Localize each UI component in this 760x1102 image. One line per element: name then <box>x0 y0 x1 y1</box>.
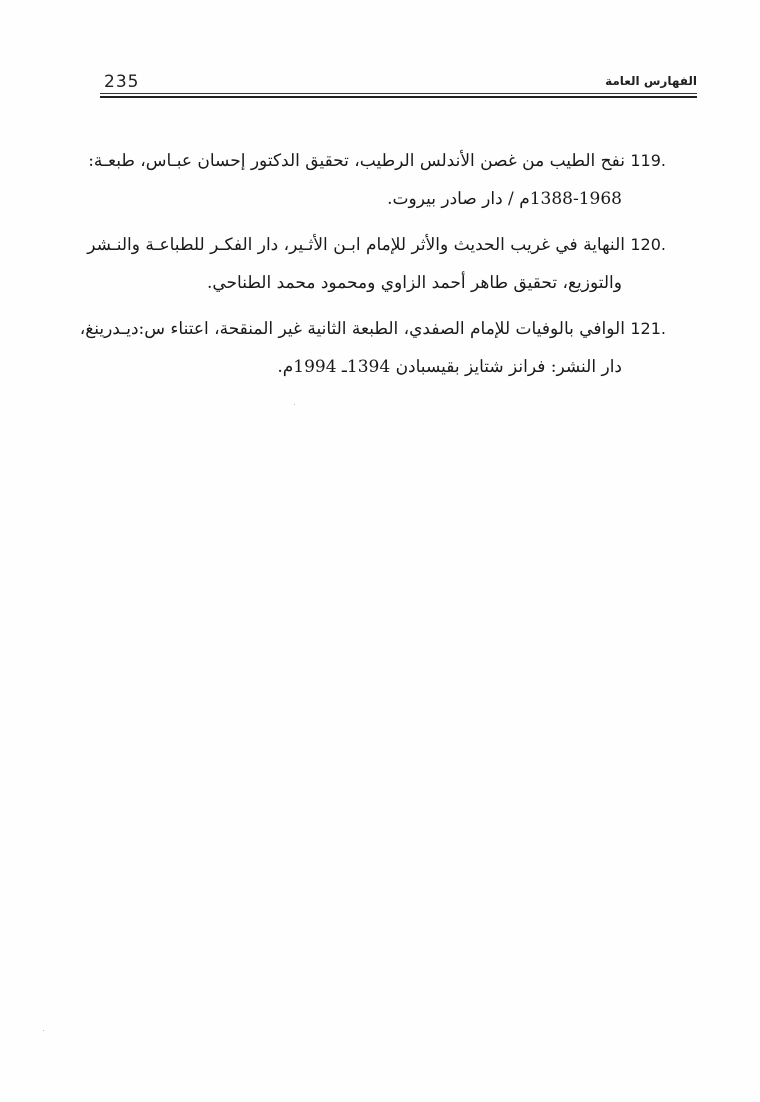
entry-first-line <box>79 310 666 348</box>
scan-speck <box>43 1030 44 1031</box>
entry-text: الوافي بالوفيات للإمام الصفدي، الطبعة الثانية غير المنقحة، اعتناء س:ديـدرينغ، <box>79 319 625 339</box>
running-title: الفهارس العامة <box>605 74 697 88</box>
entry-text: نفح الطيب من غصن الأندلس الرطيب، تحقيق الدكتور إحسان عبـاس، طبعـة: <box>88 151 625 171</box>
entry-number: 119. <box>630 151 666 170</box>
header-rule-thick <box>100 96 697 98</box>
entry-text: النهاية في غريب الحديث والأثر للإمام ابـن الأثـير، دار الفكـر للطباعـة والنـشر <box>87 235 625 255</box>
entry-continuation-line: دار النشر: فرانز شتايز بقيسبادن 1394ـ 1994م. <box>277 357 622 377</box>
header-rule-thin <box>100 93 697 94</box>
entry-first-line <box>88 142 666 180</box>
page-number: 235 <box>104 72 140 92</box>
scan-speck <box>294 404 295 405</box>
entry-first-line <box>87 226 666 264</box>
entry-continuation-line: 1388-1968م / دار صادر بيروت. <box>387 189 622 209</box>
bibliography-entry <box>87 226 666 302</box>
bibliography-entry <box>88 142 666 218</box>
bibliography-list <box>79 142 666 394</box>
entry-number: 120. <box>630 235 666 254</box>
entry-continuation-line: والتوزيع، تحقيق طاهر أحمد الزاوي ومحمود محمد الطناحي. <box>206 273 622 293</box>
bibliography-entry <box>79 310 666 386</box>
entry-number: 121. <box>630 319 666 338</box>
